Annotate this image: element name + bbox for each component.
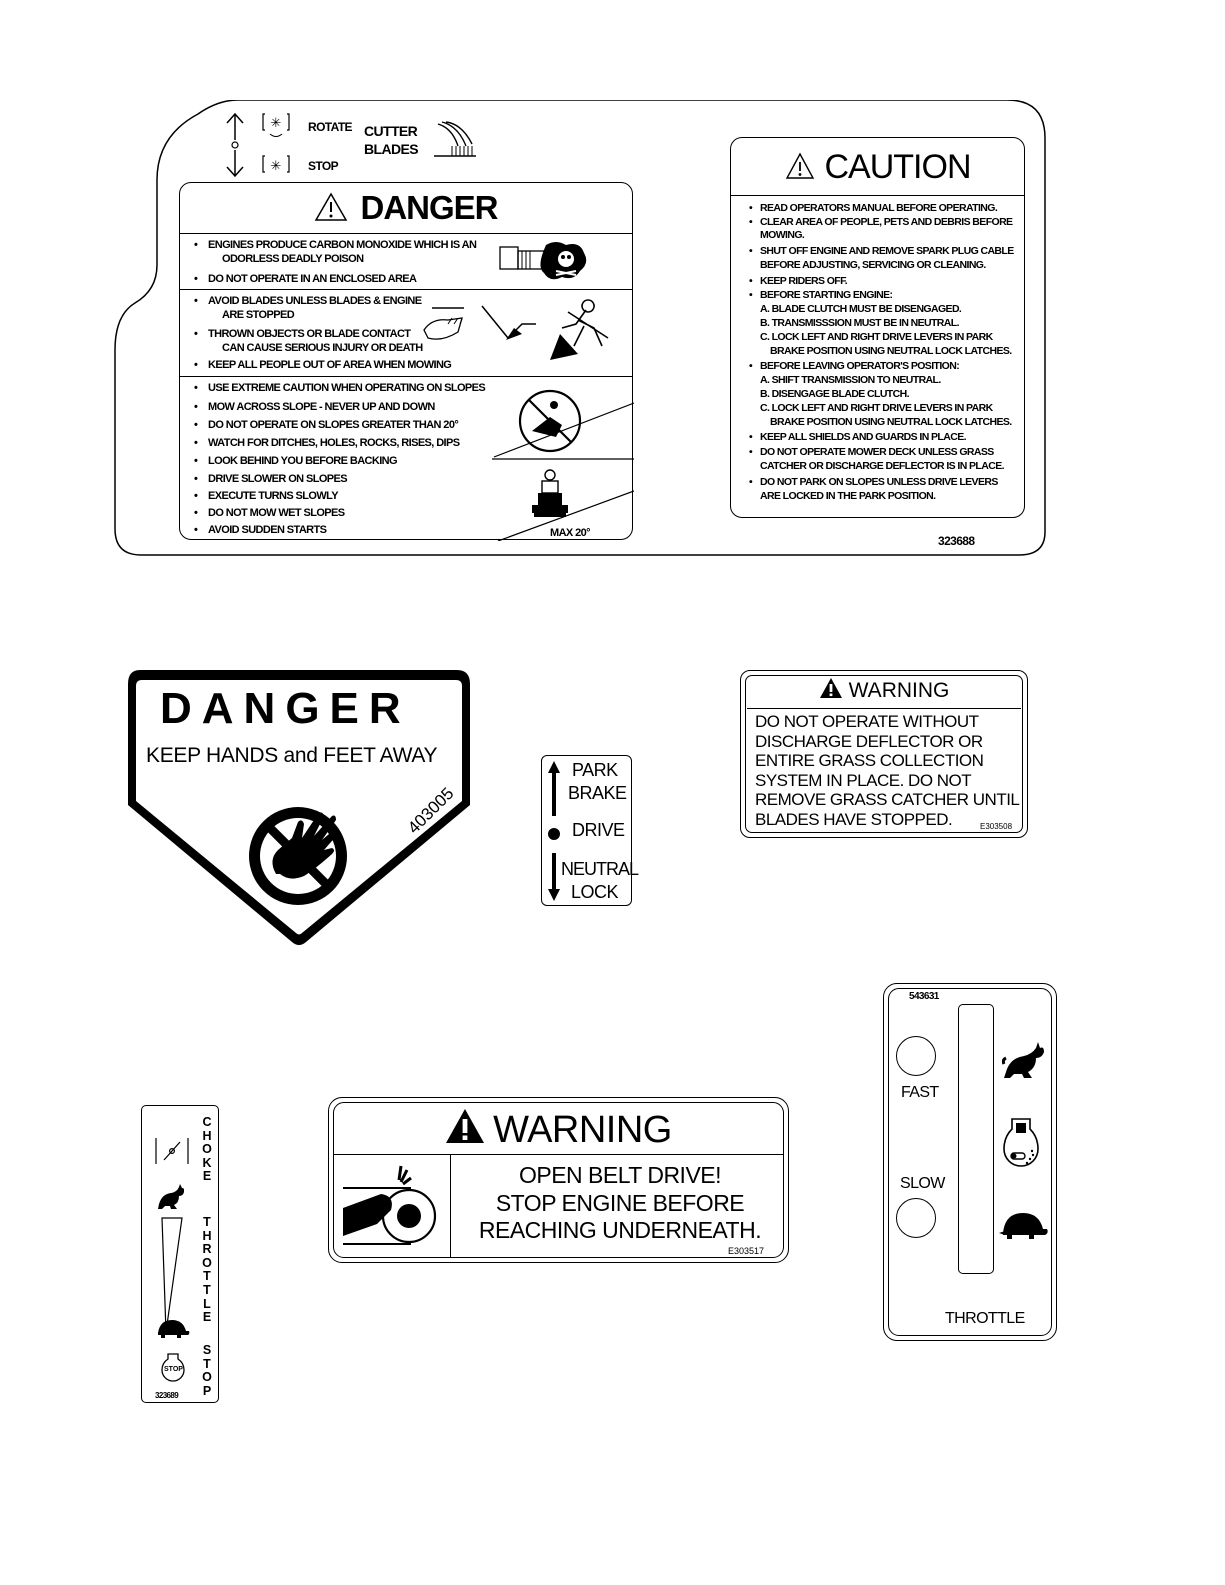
caution-line: • BEFORE LEAVING OPERATOR'S POSITION:: [749, 360, 960, 372]
caution-line: • BEFORE STARTING ENGINE:: [749, 289, 893, 301]
park-label: PARK: [572, 760, 618, 780]
open-belt-drive-warning-decal: [328, 1097, 789, 1263]
caution-title: [731, 148, 1024, 187]
discharge-deflector-warning-decal: [740, 670, 1028, 838]
rabbit-fast-icon: [156, 1184, 184, 1210]
bullet-line: • MOW ACROSS SLOPE - NEVER UP AND DOWN: [194, 401, 435, 413]
slope-hazard-pictograms-icon: [492, 379, 634, 541]
choke-valve-icon: [154, 1136, 190, 1168]
warning-triangle-icon: [314, 192, 348, 222]
bullet-line-cont: CAN CAUSE SERIOUS INJURY OR DEATH: [222, 342, 423, 354]
danger-panel: [179, 182, 633, 540]
bullet-line: • DO NOT OPERATE IN AN ENCLOSED AREA: [194, 273, 417, 285]
vertical-letter: T: [203, 1356, 211, 1371]
vertical-letter: O: [202, 1142, 212, 1157]
deflector-warning-line: SYSTEM IN PLACE. DO NOT: [755, 771, 972, 790]
bullet-line-cont: ARE STOPPED: [222, 309, 295, 321]
max-slope-label: MAX 20°: [550, 527, 590, 539]
vertical-letter: O: [202, 1370, 212, 1385]
deflector-warning-line: ENTIRE GRASS COLLECTION: [755, 751, 984, 770]
caution-line-cont: A. BLADE CLUTCH MUST BE DISENGAGED.: [760, 303, 962, 315]
caution-line: • DO NOT PARK ON SLOPES UNLESS DRIVE LEVERS: [749, 476, 998, 488]
vertical-letter: E: [202, 1169, 212, 1184]
deflector-warning-line: DISCHARGE DEFLECTOR OR: [755, 732, 983, 751]
bullet-line: • KEEP ALL PEOPLE OUT OF AREA WHEN MOWING: [194, 359, 452, 371]
bullet-line: • ENGINES PRODUCE CARBON MONOXIDE WHICH IS AN: [194, 239, 477, 251]
vertical-letter: S: [202, 1343, 212, 1357]
caution-panel: [730, 137, 1025, 518]
danger-title-text: DANGER: [360, 189, 498, 226]
throttle-vertical-label: [200, 1216, 214, 1325]
vertical-letter: H: [202, 1228, 212, 1243]
caution-title-text: CAUTION: [824, 148, 971, 186]
hands-danger-subtitle: KEEP HANDS and FEET AWAY: [146, 744, 438, 767]
vertical-letter: R: [202, 1242, 212, 1257]
choke-throttle-stop-strip-decal: [141, 1105, 219, 1403]
throttle-label: THROTTLE: [945, 1310, 1025, 1327]
bullet-line: • AVOID SUDDEN STARTS: [194, 524, 327, 536]
fast-position-circle: [896, 1036, 936, 1076]
deflector-warning-line: BLADES HAVE STOPPED.: [755, 810, 953, 829]
danger-title: [180, 189, 632, 227]
rotate-stop-arrows-icon: [221, 110, 311, 180]
danger-section-carbon-monoxide: [180, 233, 632, 285]
warning-triangle-icon: [445, 1108, 485, 1144]
caution-line: • KEEP RIDERS OFF.: [749, 275, 848, 287]
caution-line-cont: B. DISENGAGE BLADE CLUTCH.: [760, 388, 909, 400]
warning-triangle-icon: [819, 677, 843, 699]
choke-symbol-icon: [1002, 1115, 1040, 1171]
deflector-warning-part-number: E303508: [980, 822, 1013, 831]
park-brake-decal: [541, 755, 639, 906]
divider: [747, 708, 1021, 709]
choke-vertical-label: [200, 1116, 214, 1184]
throttle-slot: [958, 1004, 994, 1274]
caution-line-cont: B. TRANSMISSSION MUST BE IN NEUTRAL.: [760, 317, 959, 329]
rabbit-fast-icon: [1002, 1042, 1046, 1080]
caution-line: • CLEAR AREA OF PEOPLE, PETS AND DEBRIS BEFORE: [749, 216, 1013, 228]
caution-line-cont: CATCHER OR DISCHARGE DEFLECTOR IS IN PLACE.: [760, 460, 1004, 472]
caution-line: • READ OPERATORS MANUAL BEFORE OPERATING.: [749, 202, 998, 214]
danger-section-blades: [180, 289, 632, 371]
bullet-line: • AVOID BLADES UNLESS BLADES & ENGINE: [194, 295, 422, 307]
caution-divider: [731, 195, 1024, 196]
vertical-letter: P: [202, 1383, 212, 1398]
neutral-label: NEUTRAL: [561, 859, 639, 879]
vertical-letter: T: [203, 1215, 211, 1229]
fast-label: FAST: [901, 1084, 939, 1101]
turtle-slow-icon: [997, 1211, 1049, 1241]
belt-warning-part-number: E303517: [728, 1246, 765, 1256]
divider-vertical: [450, 1154, 451, 1257]
deflector-warning-line: DO NOT OPERATE WITHOUT: [755, 712, 979, 731]
bullet-line: • THROWN OBJECTS OR BLADE CONTACT: [194, 328, 411, 340]
divider: [334, 1154, 783, 1155]
main-decal-part-number: 323688: [938, 534, 975, 548]
brake-label: BRAKE: [568, 783, 627, 803]
park-drive-neutral-arrows-icon: [547, 761, 561, 901]
vertical-letter: O: [202, 1255, 212, 1270]
bullet-line: • EXECUTE TURNS SLOWLY: [194, 490, 338, 502]
caution-line-cont: MOWING.: [760, 229, 805, 241]
blade-hazard-pictograms-icon: [418, 294, 630, 364]
belt-entanglement-hand-icon: [341, 1160, 441, 1250]
blades-label: BLADES: [364, 141, 418, 157]
bullet-line: • DO NOT MOW WET SLOPES: [194, 507, 345, 519]
deflector-warning-title: [741, 677, 1027, 703]
caution-line: • DO NOT OPERATE MOWER DECK UNLESS GRASS: [749, 446, 994, 458]
throttle-wedge-icon: [160, 1216, 184, 1334]
warning-triangle-icon: [785, 152, 815, 180]
rotate-label: ROTATE: [308, 120, 352, 134]
svg-text:✳: ✳: [270, 116, 282, 131]
bullet-line: • DO NOT OPERATE ON SLOPES GREATER THAN 20°: [194, 419, 459, 431]
slow-label: SLOW: [900, 1175, 945, 1192]
belt-warning-line: OPEN BELT DRIVE!: [518, 1162, 722, 1188]
main-safety-decal: [113, 100, 1047, 557]
deflector-warning-line: REMOVE GRASS CATCHER UNTIL: [755, 790, 1020, 809]
deflector-warning-title-text: WARNING: [848, 679, 950, 702]
hands-decal-part-number: 403005: [404, 783, 458, 838]
vertical-letter: T: [203, 1269, 211, 1284]
bullet-line: • WATCH FOR DITCHES, HOLES, ROCKS, RISES, DIPS: [194, 437, 460, 449]
turtle-slow-icon: [154, 1318, 192, 1340]
slow-position-circle: [896, 1198, 936, 1238]
stop-badge-label: STOP: [164, 1366, 183, 1373]
hands-danger-title: DANGER: [160, 684, 411, 733]
caution-line-cont: BRAKE POSITION USING NEUTRAL LOCK LATCHES.: [770, 416, 1012, 428]
vertical-letter: C: [202, 1115, 212, 1129]
belt-warning-line: STOP ENGINE BEFORE: [495, 1190, 745, 1216]
bullet-line: • USE EXTREME CAUTION WHEN OPERATING ON SLOPES: [194, 382, 486, 394]
vertical-letter: E: [202, 1310, 212, 1325]
caution-line-cont: ARE LOCKED IN THE PARK POSITION.: [760, 490, 936, 502]
danger-section-slopes: [180, 376, 632, 539]
throttle-plate-part-number: 543631: [909, 991, 939, 1002]
choke-strip-part-number: 323689: [155, 1391, 179, 1400]
keep-hands-away-decal: [126, 670, 472, 945]
cutter-label: CUTTER: [364, 123, 418, 139]
vertical-letter: K: [202, 1155, 212, 1170]
caution-line-cont: BEFORE ADJUSTING, SERVICING OR CLEANING.: [760, 259, 986, 271]
bullet-line: • LOOK BEHIND YOU BEFORE BACKING: [194, 455, 397, 467]
bullet-line-cont: ODORLESS DEADLY POISON: [222, 253, 364, 265]
vertical-letter: L: [203, 1296, 211, 1311]
drive-label: DRIVE: [572, 820, 625, 840]
lock-label: LOCK: [571, 882, 619, 902]
stop-vertical-label: [200, 1344, 214, 1398]
throttle-plate-decal: [883, 983, 1057, 1341]
belt-warning-line: REACHING UNDERNEATH.: [478, 1217, 762, 1243]
carbon-monoxide-poison-icon: [496, 237, 592, 283]
stop-label: STOP: [308, 159, 339, 173]
cutter-blades-icon: [430, 120, 478, 158]
bullet-line: • DRIVE SLOWER ON SLOPES: [194, 473, 347, 485]
belt-warning-title: [329, 1108, 788, 1152]
caution-line: • SHUT OFF ENGINE AND REMOVE SPARK PLUG CABLE: [749, 245, 1014, 257]
svg-text:✳: ✳: [270, 159, 282, 174]
vertical-letter: H: [202, 1128, 212, 1143]
caution-line-cont: C. LOCK LEFT AND RIGHT DRIVE LEVERS IN PARK: [760, 402, 993, 414]
caution-line-cont: C. LOCK LEFT AND RIGHT DRIVE LEVERS IN PARK: [760, 331, 993, 343]
caution-line-cont: A. SHIFT TRANSMISSION TO NEUTRAL.: [760, 374, 941, 386]
vertical-letter: T: [203, 1282, 211, 1297]
caution-line: • KEEP ALL SHIELDS AND GUARDS IN PLACE.: [749, 431, 966, 443]
belt-warning-title-text: WARNING: [493, 1109, 672, 1151]
caution-line-cont: BRAKE POSITION USING NEUTRAL LOCK LATCHES.: [770, 345, 1012, 357]
